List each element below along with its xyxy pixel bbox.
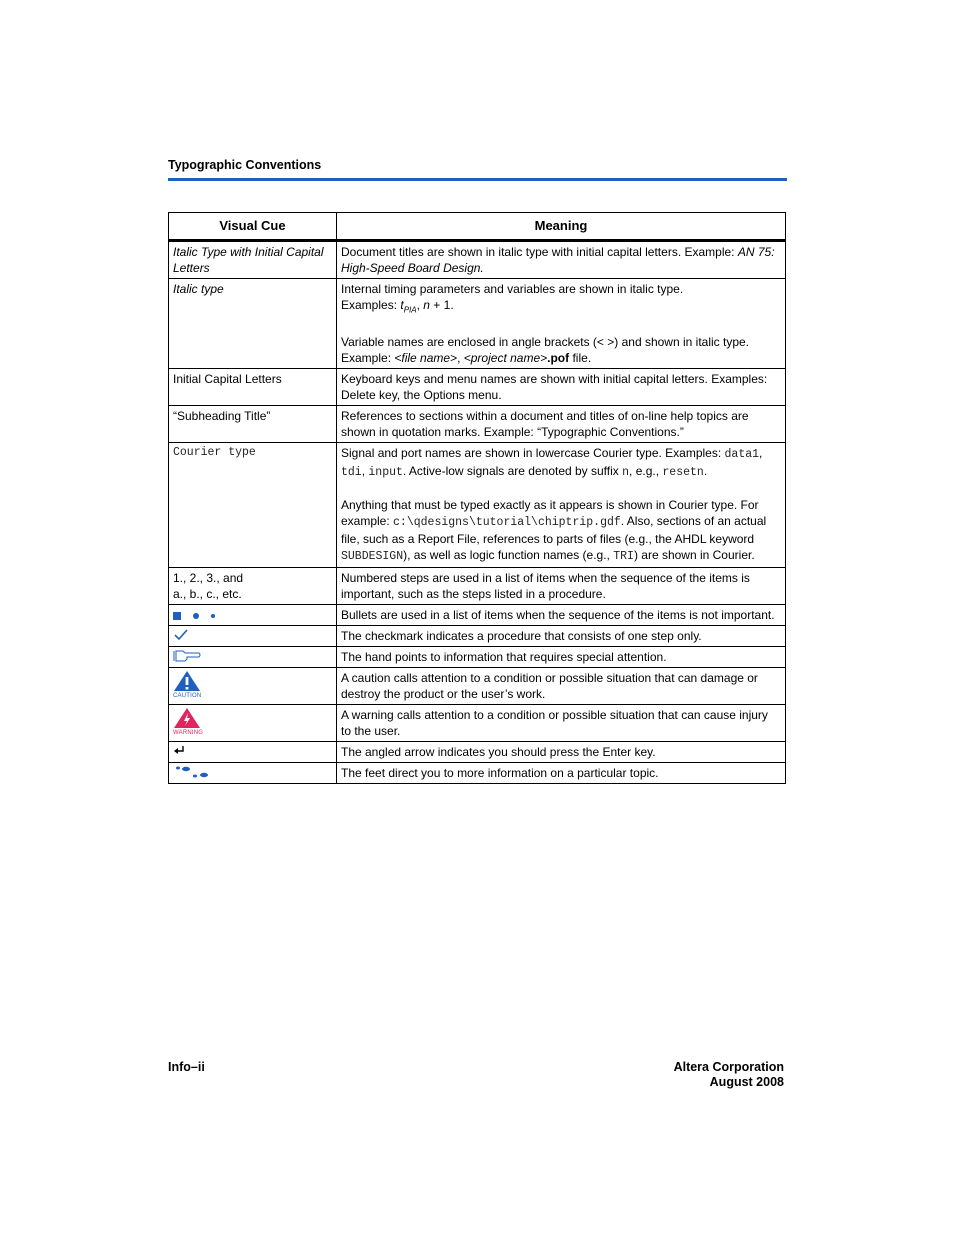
footer-info [674, 1060, 784, 1090]
cue-cell [169, 605, 337, 626]
bullet-dot-icon [211, 614, 215, 618]
table-row [169, 279, 786, 369]
table-row [169, 605, 786, 626]
table-row [169, 406, 786, 443]
cue-cell: Italic Type with Initial Capital Letters [169, 241, 337, 279]
cue-cell [169, 705, 337, 742]
meaning-cell [337, 443, 786, 568]
cue-cell: Courier type [169, 443, 337, 568]
meaning-cell: The feet direct you to more information on a particular topic. [337, 763, 786, 784]
cue-cell [169, 626, 337, 647]
enter-arrow-icon [173, 744, 187, 756]
cue-cell: Initial Capital Letters [169, 369, 337, 406]
meaning-cell [337, 279, 786, 369]
meaning-text: Document titles are shown in italic type with initial capital letters. Example: [341, 245, 738, 259]
table-row [169, 647, 786, 668]
bullet-dot-icon [193, 613, 199, 619]
meaning-text: Variable names are enclosed in angle brackets (< >) and shown in italic type. [341, 335, 750, 350]
section-title: Typographic Conventions [168, 158, 322, 172]
meaning-cell: Bullets are used in a list of items when the sequence of the items is not important. [337, 605, 786, 626]
meaning-cell: Numbered steps are used in a list of items when the sequence of the items is important, such as the steps listed in a procedure. [337, 568, 786, 605]
meaning-cell: The hand points to information that requires special attention. [337, 647, 786, 668]
table-row [169, 626, 786, 647]
table-row [169, 742, 786, 763]
meaning-cell: A warning calls attention to a condition or possible situation that can cause injury to the user. [337, 705, 786, 742]
caution-icon [173, 670, 201, 692]
bullet-square-icon [173, 612, 181, 620]
cue-cell [169, 647, 337, 668]
meaning-cell: The angled arrow indicates you should press the Enter key. [337, 742, 786, 763]
meaning-text: Anything that must be typed exactly as it appears is shown in Courier type. For example: c:\qdesigns\tutorial\chiptrip.gdf. Also, sections of an actual file, such as a Report File, references to parts of files (e.g., the AHDL keyword SUBDESIGN), as well as logic function names (e.g., TRI) are shown in Courier. [341, 498, 767, 564]
cue-cell [169, 668, 337, 705]
meaning-italic: AN 75: High-Speed Board Design. [341, 245, 775, 275]
table-row [169, 443, 786, 568]
cue-cell: 1., 2., 3., and a., b., c., etc. [169, 568, 337, 605]
col-meaning: Meaning [337, 213, 786, 241]
meaning-cell: A caution calls attention to a condition or possible situation that can damage or destroy the product or the user’s work. [337, 668, 786, 705]
company-name: Altera Corporation [673, 1060, 784, 1074]
page-number: Info–ii [168, 1060, 205, 1074]
table-row [169, 668, 786, 705]
header-rule [168, 178, 787, 181]
col-visual-cue: Visual Cue [169, 213, 337, 241]
meaning-examples: Examples: $t_{PIA}$, n + 1. [341, 298, 454, 315]
meaning-cell: References to sections within a document and titles of on-line help topics are shown in quotation marks. Example: “Typographic Conventions.” [337, 406, 786, 443]
table-header-row [169, 213, 786, 241]
conventions-table [168, 212, 786, 784]
publication-date: August 2008 [709, 1075, 784, 1089]
meaning-examples: Example: <file name>, <project name>.pof file. [341, 351, 592, 366]
meaning-text: Internal timing parameters and variables are shown in italic type. [341, 282, 684, 296]
feet-icon [173, 765, 213, 779]
hand-pointer-icon [173, 649, 203, 663]
meaning-cell [337, 241, 786, 279]
meaning-cell: Keyboard keys and menu names are shown with initial capital letters. Examples: Delete key, the Options menu. [337, 369, 786, 406]
cue-cell: “Subheading Title” [169, 406, 337, 443]
cue-cell [169, 742, 337, 763]
table-row [169, 763, 786, 784]
table-row [169, 568, 786, 605]
table-row [169, 241, 786, 279]
checkmark-icon [173, 628, 189, 642]
caution-label: CAUTION [173, 693, 202, 700]
table-row [169, 705, 786, 742]
meaning-cell: The checkmark indicates a procedure that consists of one step only. [337, 626, 786, 647]
table-row [169, 369, 786, 406]
cue-cell: Italic type [169, 279, 337, 369]
warning-icon [173, 707, 201, 729]
meaning-text: Signal and port names are shown in lowercase Courier type. Examples: data1, tdi, input. Active-low signals are denoted by suffix n, e.g., resetn. [341, 446, 763, 480]
cue-cell [169, 763, 337, 784]
warning-label: WARNING [173, 730, 204, 737]
